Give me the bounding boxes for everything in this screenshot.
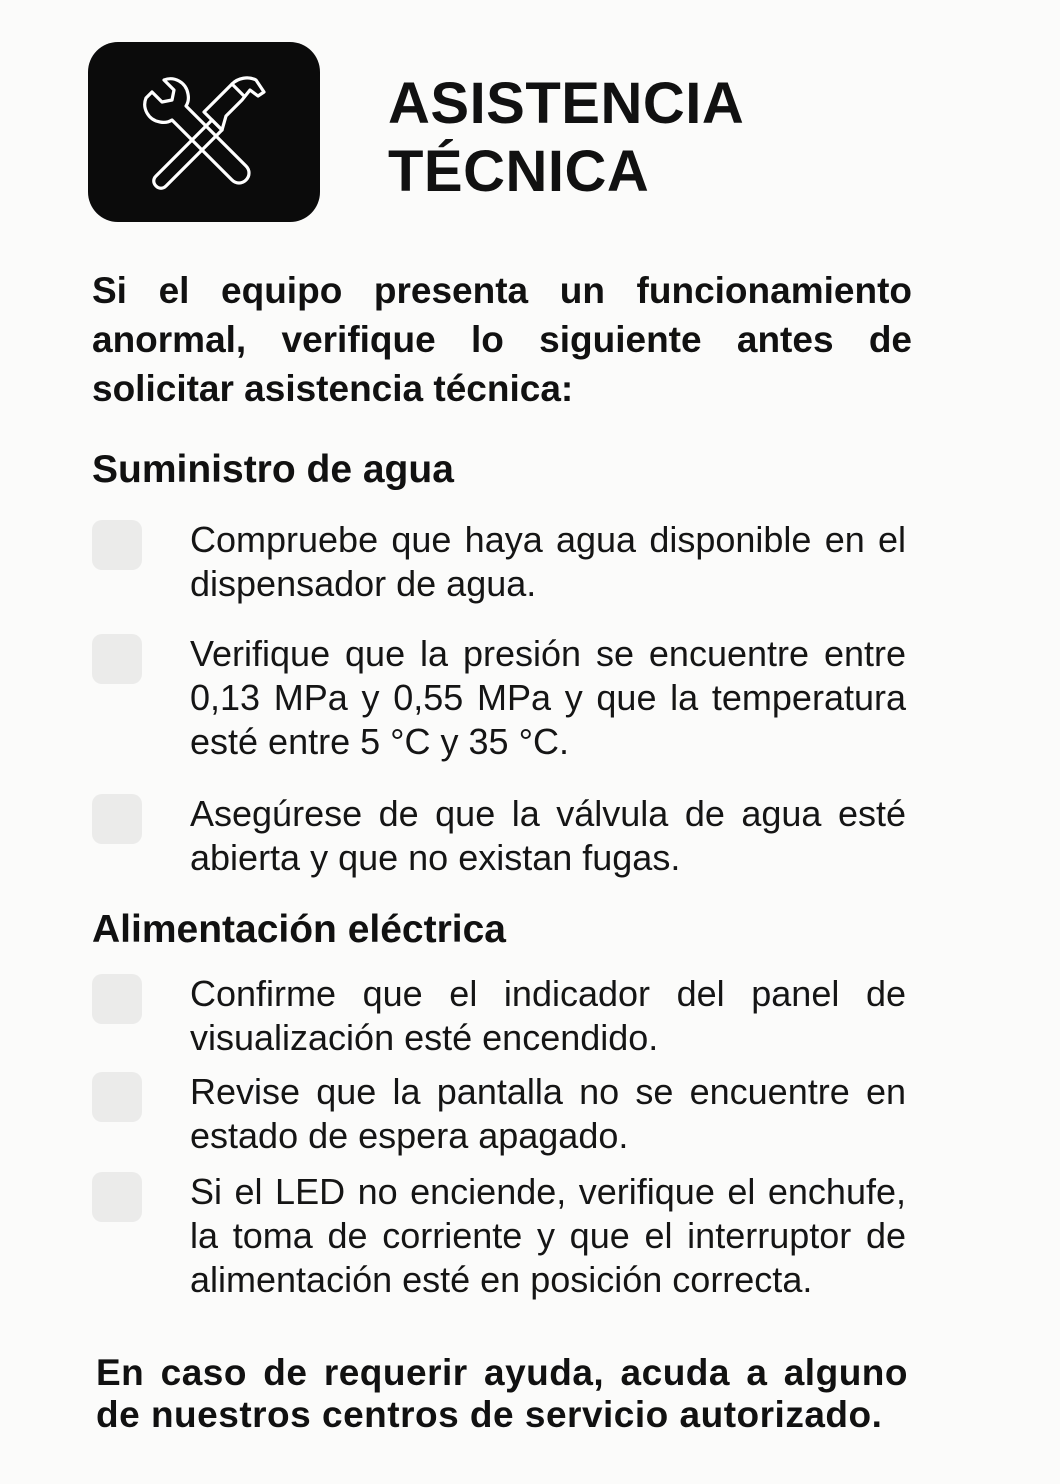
page-title <box>388 70 744 206</box>
checklist-item-text: Confirme que el indicador del panel de visualización esté encendido. <box>190 973 906 1058</box>
section-title-water: Suministro de agua <box>92 448 454 491</box>
checklist-item-text: Asegúrese de que la válvula de agua esté abierta y que no existan fugas. <box>190 793 906 878</box>
checkbox[interactable] <box>92 974 142 1024</box>
checkbox[interactable] <box>92 1072 142 1122</box>
checklist-item-text: Compruebe que haya agua disponible en el dispensador de agua. <box>190 519 906 604</box>
wrench-hammer-icon <box>138 66 270 198</box>
intro-paragraph: Si el equipo presenta un funcionamiento anormal, verifique lo siguiente antes de solicitar asistencia técnica: <box>92 270 912 409</box>
checkbox[interactable] <box>92 634 142 684</box>
checklist-item-text: Revise que la pantalla no se encuentre en estado de espera apagado. <box>190 1071 906 1156</box>
title-line-1: ASISTENCIA <box>388 71 745 136</box>
checkbox[interactable] <box>92 1172 142 1222</box>
title-line-2: TÉCNICA <box>388 139 650 204</box>
closing-paragraph: En caso de requerir ayuda, acuda a alguno de nuestros centros de servicio autorizado. <box>96 1352 908 1435</box>
checkbox[interactable] <box>92 520 142 570</box>
checkbox[interactable] <box>92 794 142 844</box>
checklist-item-text: Verifique que la presión se encuentre entre 0,13 MPa y 0,55 MPa y que la temperatura esté entre 5 °C y 35 °C. <box>190 633 906 762</box>
section-title-power: Alimentación eléctrica <box>92 908 506 951</box>
tools-icon-box <box>88 42 320 222</box>
checklist-item-text: Si el LED no enciende, verifique el enchufe, la toma de corriente y que el interruptor de alimentación esté en posición correcta. <box>190 1171 906 1300</box>
